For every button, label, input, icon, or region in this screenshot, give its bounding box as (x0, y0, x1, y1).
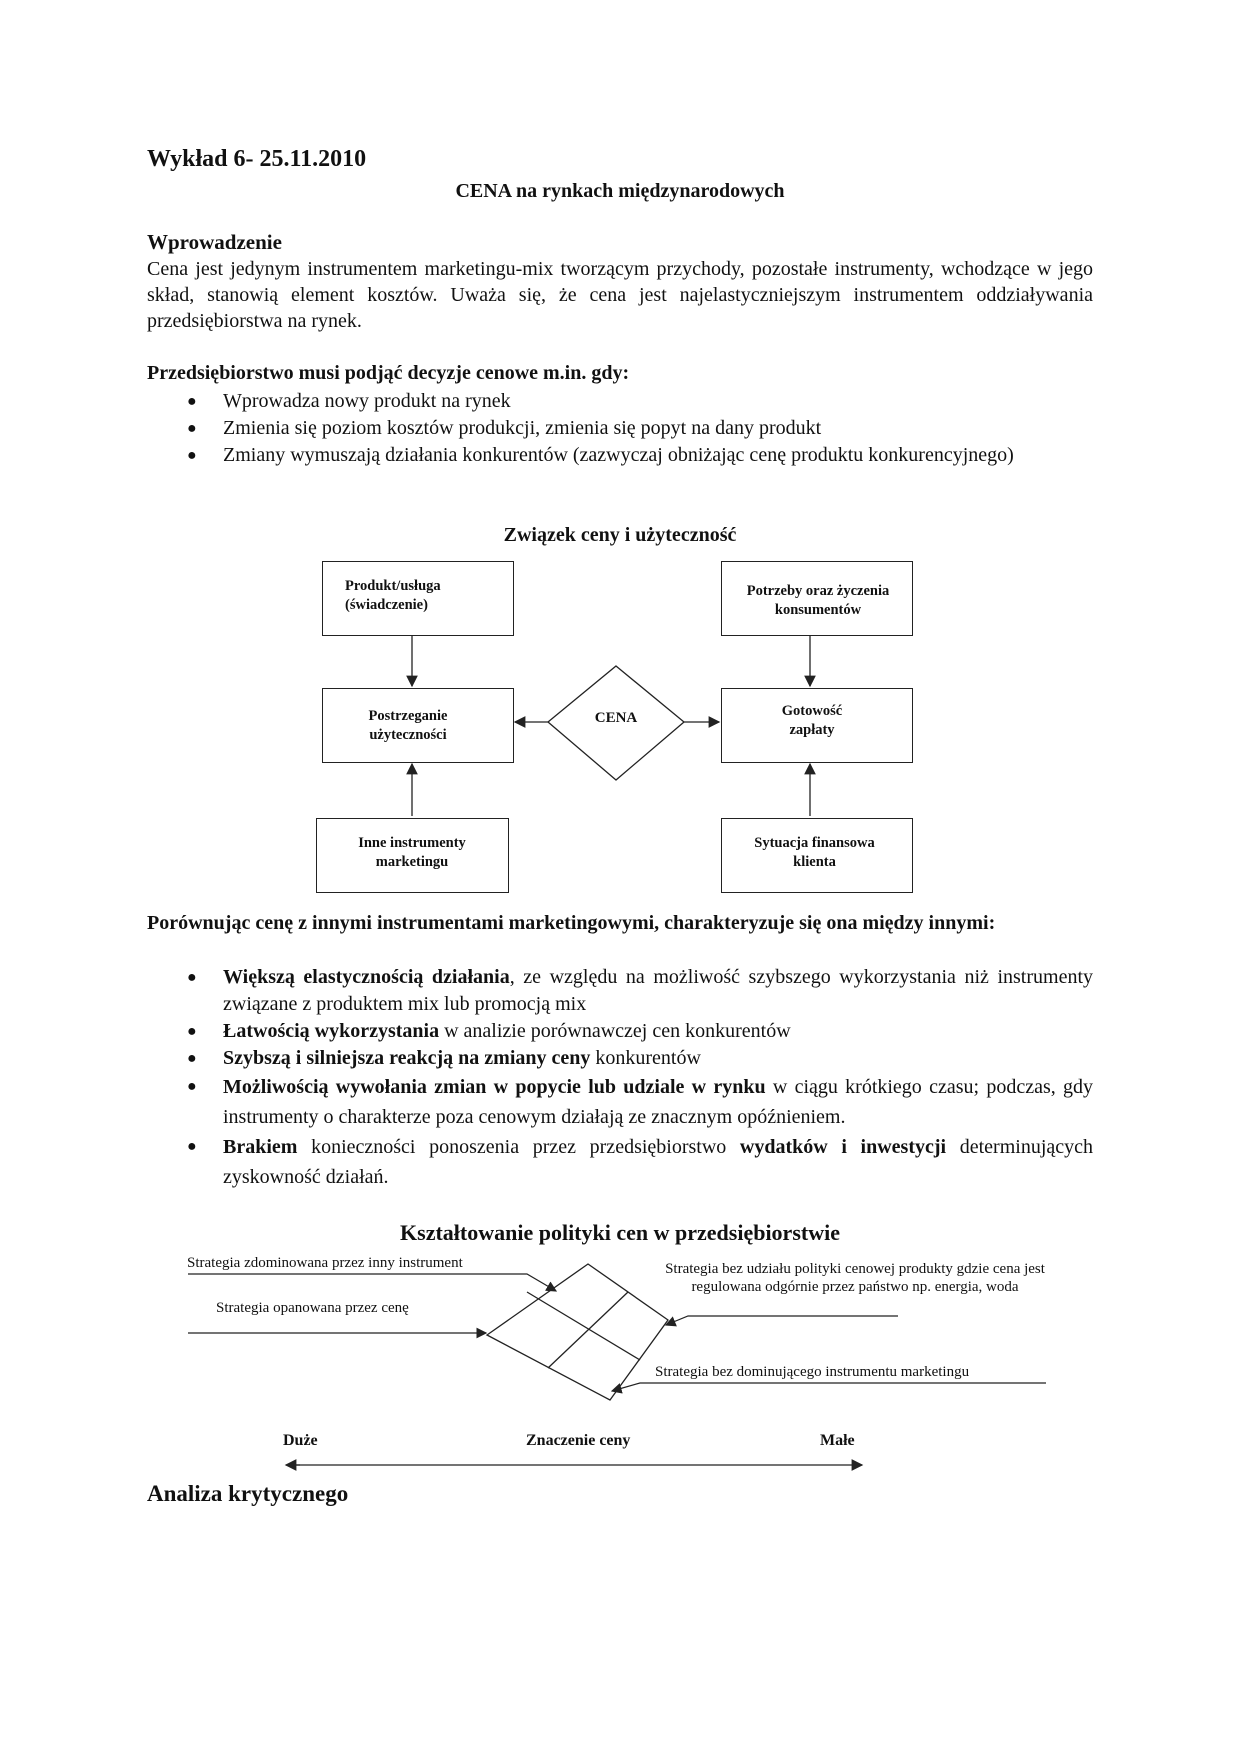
axis-label-left: Duże (283, 1432, 318, 1449)
bullet-icon: ● (187, 420, 197, 437)
label-price-strategy: Strategia opanowana przez cenę (216, 1300, 409, 1316)
axis-label-right: Małe (820, 1432, 855, 1449)
label-dominated-strategy: Strategia zdominowana przez inny instrument (187, 1255, 463, 1271)
box-needs: Potrzeby oraz życzenia konsumentów (721, 561, 913, 636)
document-subtitle: CENA na rynkach międzynarodowych (455, 180, 785, 202)
diagram2-title: Kształtowanie polityki cen w przedsiębiorstwie (400, 1220, 840, 1245)
intro-heading: Wprowadzenie (147, 230, 282, 254)
decisions-heading: Przedsiębiorstwo musi podjąć decyzje cenowe m.in. gdy: (147, 362, 630, 384)
list-item: ● Wprowadza nowy produkt na rynek (147, 388, 1093, 415)
bullet-icon: ● (187, 1050, 197, 1067)
box-other-instruments: Inne instrumenty marketingu (316, 818, 509, 893)
box-financial-situation: Sytuacja finansowa klienta (721, 818, 913, 893)
bullet-icon: ● (187, 1023, 197, 1040)
bullet-icon: ● (187, 969, 197, 986)
box-product: Produkt/usługa (świadczenie) (322, 561, 514, 636)
list-item: ● Zmienia się poziom kosztów produkcji, zmienia się popyt na dany produkt (147, 415, 1093, 442)
bullet-icon: ● (187, 1138, 197, 1155)
list-item: ● Zmiany wymuszają działania konkurentów (zazwyczaj obniżając cenę produktu konkurencyjnego) (147, 442, 1093, 469)
list-item: ● Brakiem konieczności ponoszenia przez przedsiębiorstwo wydatków i inwestycji determinujących zyskowność działań. (147, 1132, 1093, 1192)
box-willingness: Gotowość zapłaty (721, 688, 913, 763)
cena-label: CENA (594, 710, 638, 726)
bullet-icon: ● (187, 393, 197, 410)
section-heading-critical: Analiza krytycznego (147, 1481, 349, 1506)
intro-paragraph: Cena jest jedynym instrumentem marketingu-mix tworzącym przychody, pozostałe instrumenty, wchodzące w jego skład, stanowią element kosztów. Uważa się, że cena jest najelastyczniejszym instrumentem oddziaływania przedsiębiorstwa na rynek. (147, 258, 1093, 332)
bullet-icon: ● (187, 447, 197, 464)
list-item: ● Łatwością wykorzystania w analizie porównawczej cen konkurentów (147, 1018, 1093, 1045)
label-no-dominant-strategy: Strategia bez dominującego instrumentu marketingu (655, 1364, 970, 1380)
strategy-diamond (487, 1264, 668, 1400)
lecture-title: Wykład 6- 25.11.2010 (147, 146, 367, 172)
list-item: ● Większą elastycznością działania, ze względu na możliwość szybszego wykorzystania niż instrumenty związane z produktem mix lub promocją mix (187, 966, 1094, 1015)
axis-label-middle: Znaczenie ceny (526, 1432, 631, 1449)
comparison-heading: Porównując cenę z innymi instrumentami marketingowymi, charakteryzuje się ona między innymi: (147, 912, 996, 934)
label-regulated-strategy: Strategia bez udziału polityki cenowej produkty gdzie cena jest regulowana odgórnie przez państwo np. energia, woda (665, 1261, 1045, 1295)
diagram1-title: Związek ceny i użyteczność (503, 524, 737, 546)
box-perception: Postrzeganie użyteczności (322, 688, 514, 763)
list-item: ● Szybszą i silniejsza reakcją na zmiany ceny konkurentów (147, 1045, 1093, 1072)
list-item: ● Możliwością wywołania zmian w popycie lub udziale w rynku w ciągu krótkiego czasu; podczas, gdy instrumenty o charakterze poza cenowym działają ze znacznym opóźnieniem. (147, 1072, 1093, 1132)
bullet-icon: ● (187, 1078, 197, 1095)
